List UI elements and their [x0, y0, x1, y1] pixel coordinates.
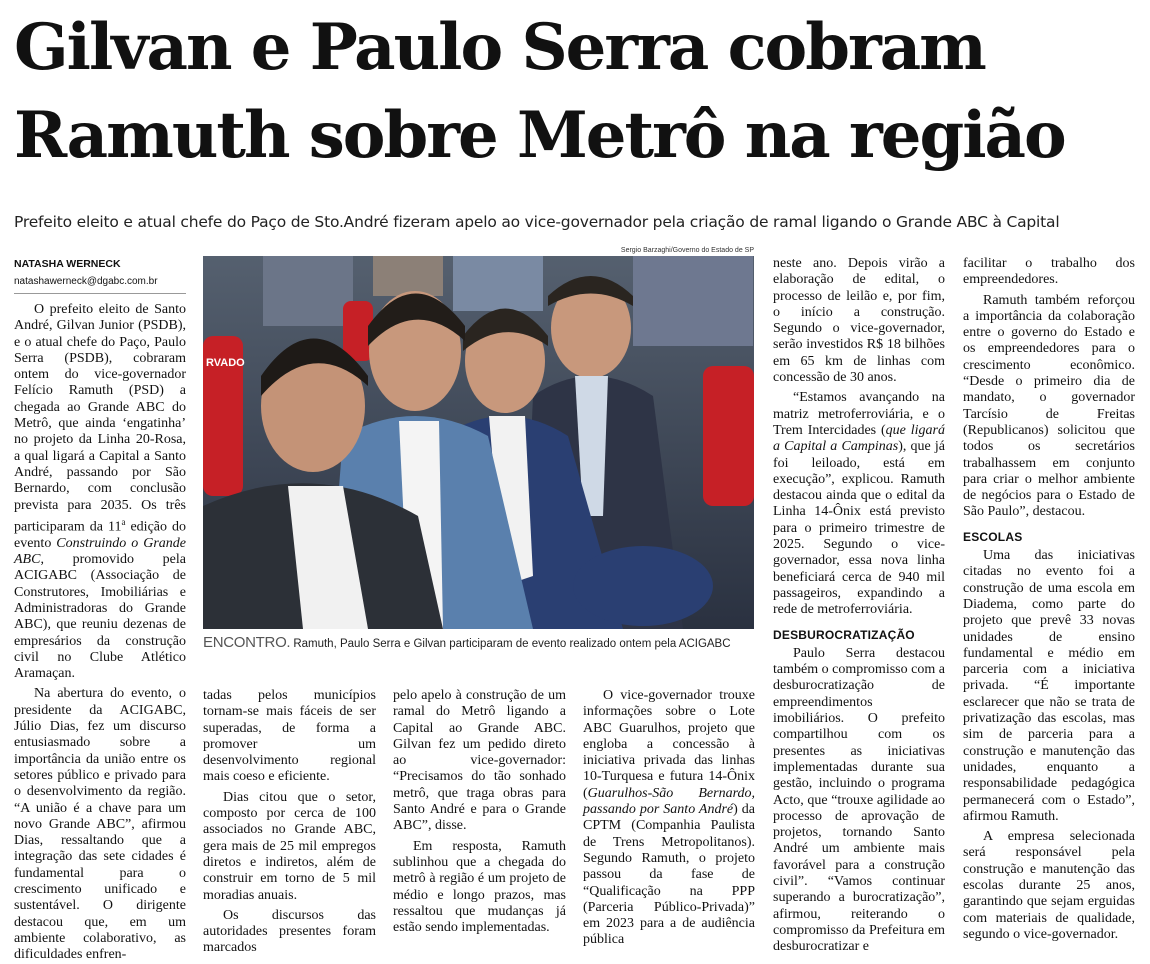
seat-sign: RVADO	[206, 357, 245, 369]
headline	[14, 4, 1139, 180]
paragraph: “Estamos avançando na matriz metroferroviária, e o Trem Intercidades (que ligará a Capital a Campinas), que já foi leiloado, está em execução”, explicou. Ramuth destacou ainda que o edital da Linha 14-Ônix está previsto para o primeiro trimestre de 2025. Segundo o vice-governador, essa nova linha beneficiará cerca de 940 mil passageiros, expandindo a rede de metroferroviária.	[773, 390, 946, 618]
paragraph: tadas pelos municípios tornam-se mais fáceis de ser superadas, de forma a promover um desenvolvimento regional mais coeso e eficiente.	[203, 688, 376, 785]
news-photo	[203, 256, 754, 629]
photo-illustration	[203, 256, 754, 629]
paragraph: Em resposta, Ramuth sublinhou que a chegada do metrô à região é um projeto de médio e longo prazos, mas ressaltou que mudanças já estão sendo implementadas.	[393, 838, 566, 936]
section-heading: ESCOLAS	[963, 529, 1023, 544]
article-column-2	[203, 688, 376, 957]
headline-line-1: Gilvan e Paulo Serra cobram	[14, 10, 985, 85]
article-column-1	[14, 302, 186, 964]
caption-kicker: ENCONTRO.	[203, 634, 291, 651]
background-person	[263, 256, 353, 326]
route-note: que ligará a Capital a Campinas	[773, 422, 945, 455]
section-heading: DESBUROCRATIZAÇÃO	[773, 627, 915, 642]
byline-email: natashawerneck@dgabc.com.br	[14, 276, 158, 287]
subheadline: Prefeito eleito e atual chefe do Paço de Sto.André fizeram apelo ao vice-governador pela criação de ramal ligando o Grande ABC à Capital	[14, 213, 1060, 231]
byline-author: NATASHA WERNECK	[14, 258, 121, 270]
article-column-6	[963, 256, 1135, 943]
caption-text: Ramuth, Paulo Serra e Gilvan participaram de evento realizado ontem pela ACIGABC	[293, 638, 731, 650]
paragraph: O vice-governador trouxe informações sobre o Lote ABC Guarulhos, projeto que engloba a concessão à iniciativa privada das linhas 10-Turquesa e futura 14-Ônix (Guarulhos-São Bernardo, passando por Santo André) da CPTM (Companhia Paulista de Trens Metropolitanos). Segundo Ramuth, o projeto passou da fase de “Qualificação na PPP (Parceria Público-Privada)” em 2023 para a de audiência pública	[583, 688, 755, 948]
photo-credit: Sergio Barzaghi/Governo do Estado de SP	[620, 247, 754, 254]
paragraph: Os discursos das autoridades presentes foram marcados	[203, 907, 376, 956]
paragraph: Dias citou que o setor, composto por cerca de 100 associados no Grande ABC, gera mais de 25 mil empregos diretos e indiretos, além de construir em torno de 5 mil moradias anuais.	[203, 789, 376, 903]
divider	[14, 293, 186, 294]
article-column-4	[583, 688, 755, 949]
article-column-5	[773, 256, 945, 955]
paragraph: Na abertura do evento, o presidente da ACIGABC, Júlio Dias, fez um discurso entusiasmado sobre a importância da união entre os setores público e privado para o desenvolvimento da região. “A união é a chave para um novo Grande ABC”, afirmou Dias, ressaltando que a integração das sete cidades é fundamental para o crescimento unificado e sustentável. O dirigente destacou que, em um ambiente colaborativo, as dificuldades enfren-	[14, 686, 186, 963]
paragraph: facilitar o trabalho dos empreendedores.	[963, 256, 1135, 288]
paragraph: Ramuth também reforçou a importância da colaboração entre o governo do Estado e os empreendedores para o crescimento econômico. “Desde o primeiro dia de mandato, o governador Tarcísio de Freitas (Republicanos) solicitou que todos os secretários trabalhassem em conjunto para criar o melhor ambiente de negócios para o Estado de São Paulo”, destacou.	[963, 292, 1135, 520]
article-column-3	[393, 688, 566, 936]
photo-caption	[203, 634, 763, 651]
paragraph: Uma das iniciativas citadas no evento foi a construção de uma escola em Diadema, como parte do projeto que prevê 33 novas unidades de ensino fundamental e médio em parceria com a iniciativa privada. “É importante esclarecer que não se trata de privatização das escolas, mas sim de parceria para a construção e manutenção das unidades, enquanto a responsabilidade pedagógica permanecerá com o Estado”, afirmou Ramuth.	[963, 548, 1135, 824]
ordinal-indicator: a	[121, 516, 126, 527]
paragraph: neste ano. Depois virão a elaboração de edital, o processo de leilão e, por fim, o início a construção. Segundo o vice-governador, serão investidos R$ 18 bilhões em 65 km de linhas com concessão de 30 anos.	[773, 256, 945, 386]
line-route: Guarulhos-São Bernardo, passando por Santo André	[583, 785, 755, 818]
paragraph: pelo apelo à construção de um ramal do Metrô ligando a Capital ao Grande ABC. Gilvan fez um pedido direto ao vice-governador: “Precisamos do tão sonhado metrô, que traga obras para Santo André e para o Grande ABC”, disse.	[393, 688, 566, 834]
paragraph: Paulo Serra destacou também o compromisso com a desburocratização de empreendimentos imobiliários. O prefeito compartilhou com os presentes as iniciativas implementadas durante sua gestão, incluindo o programa Acto, que “trouxe agilidade ao processo de aprovação de projetos, tornando Santo André um ambiente mais favorável para a construção civil”. “Vamos continuar superando a burocratização”, afirmou, reiterando o compromisso da Prefeitura em desburocratizar e	[773, 645, 945, 955]
event-name: Construindo o Grande ABC	[14, 535, 186, 568]
headline-line-2: Ramuth sobre Metrô na região	[14, 98, 1065, 173]
paragraph: O prefeito eleito de Santo André, Gilvan Junior (PSDB), e o atual chefe do Paço, Paulo Serra (PSDB), cobraram ontem do vice-governador Felício Ramuth (PSD) a chegada ao Grande ABC do Metrô, que ainda ‘engatinha’ no projeto da Linha 20-Rosa, a qual ligará a Capital a Santo André, passando por São Bernardo, com conclusão prevista para 2035. Os três participaram da 11$^a$ edição do evento Construindo o Grande ABC, promovido pela ACIGABC (Associação de Construtores, Imobiliárias e Administradoras do Grande ABC), que reuniu dezenas de empresários da construção civil no Clube Atlético Aramaçan.	[14, 302, 186, 682]
paragraph: A empresa selecionada será responsável pela construção e manutenção das escolas durante 25 anos, garantindo que sejam erguidas com materiais de qualidade, segundo o vice-governador.	[963, 829, 1135, 942]
